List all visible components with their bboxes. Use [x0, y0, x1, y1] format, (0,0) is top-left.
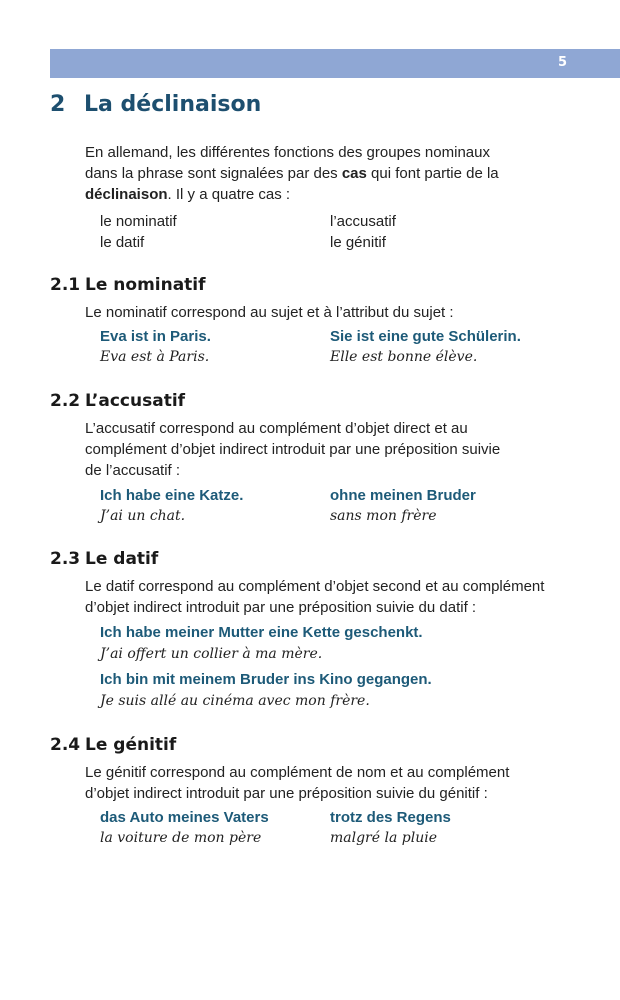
- example-french: J’ai un chat.: [100, 508, 186, 524]
- example-german: Ich bin mit meinem Bruder ins Kino gegangen.: [100, 671, 432, 688]
- section-title-accusatif: L’accusatif: [85, 391, 186, 411]
- section-text: Le génitif correspond au complément de nom et au complément: [85, 764, 510, 781]
- intro-line-3: [85, 184, 565, 205]
- example-german: Eva ist in Paris.: [100, 328, 211, 345]
- example-german: Ich habe meiner Mutter eine Kette geschenkt.: [100, 624, 423, 641]
- case-accusatif: l’accusatif: [330, 213, 396, 230]
- intro-line-2-text-end: qui font partie de la: [366, 165, 499, 182]
- example-french: Eva est à Paris.: [100, 349, 210, 365]
- section-text: d’objet indirect introduit par une préposition suivie du génitif :: [85, 785, 488, 802]
- case-genitif: le génitif: [330, 234, 386, 251]
- section-number: 2.1: [50, 275, 81, 295]
- case-datif: le datif: [100, 234, 145, 251]
- section-number: 2.3: [50, 549, 81, 569]
- section-title-nominatif: Le nominatif: [85, 275, 206, 295]
- example-french: Elle est bonne élève.: [330, 349, 478, 365]
- section-text: L’accusatif correspond au complément d’objet direct et au: [85, 420, 468, 437]
- section-text: complément d’objet indirect introduit par une préposition suivie: [85, 441, 501, 458]
- intro-line-3-text: . Il y a quatre cas :: [167, 186, 291, 203]
- example-french: J’ai offert un collier à ma mère.: [100, 646, 323, 662]
- section-title-genitif: Le génitif: [85, 735, 177, 755]
- example-french: la voiture de mon père: [100, 830, 262, 846]
- example-german: trotz des Regens: [330, 809, 451, 826]
- intro-line-2: [85, 163, 565, 184]
- chapter-title: La déclinaison: [84, 92, 262, 117]
- example-french: Je suis allé au cinéma avec mon frère.: [100, 693, 370, 709]
- example-french: sans mon frère: [330, 508, 437, 524]
- section-title-datif: Le datif: [85, 549, 159, 569]
- example-french: malgré la pluie: [330, 830, 437, 846]
- section-number: 2.2: [50, 391, 81, 411]
- example-german: Sie ist eine gute Schülerin.: [330, 328, 521, 345]
- example-german: das Auto meines Vaters: [100, 809, 269, 826]
- intro-line-2-text: dans la phrase sont signalées par des: [85, 165, 342, 182]
- page-header-band: [50, 49, 620, 78]
- section-text: de l’accusatif :: [85, 462, 181, 479]
- intro-line-1: En allemand, les différentes fonctions des groupes nominaux: [85, 144, 490, 161]
- section-text: Le datif correspond au complément d’objet second et au complément: [85, 578, 545, 595]
- page-number: 5: [557, 55, 567, 70]
- intro-term-cas: cas: [341, 165, 367, 182]
- case-nominatif: le nominatif: [100, 213, 177, 230]
- section-text: d’objet indirect introduit par une préposition suivie du datif :: [85, 599, 477, 616]
- chapter-number: 2: [50, 92, 66, 117]
- section-text: Le nominatif correspond au sujet et à l’attribut du sujet :: [85, 304, 454, 321]
- intro-term-declinaison: déclinaison: [85, 186, 168, 203]
- example-german: ohne meinen Bruder: [330, 487, 476, 504]
- section-number: 2.4: [50, 735, 81, 755]
- example-german: Ich habe eine Katze.: [100, 487, 244, 504]
